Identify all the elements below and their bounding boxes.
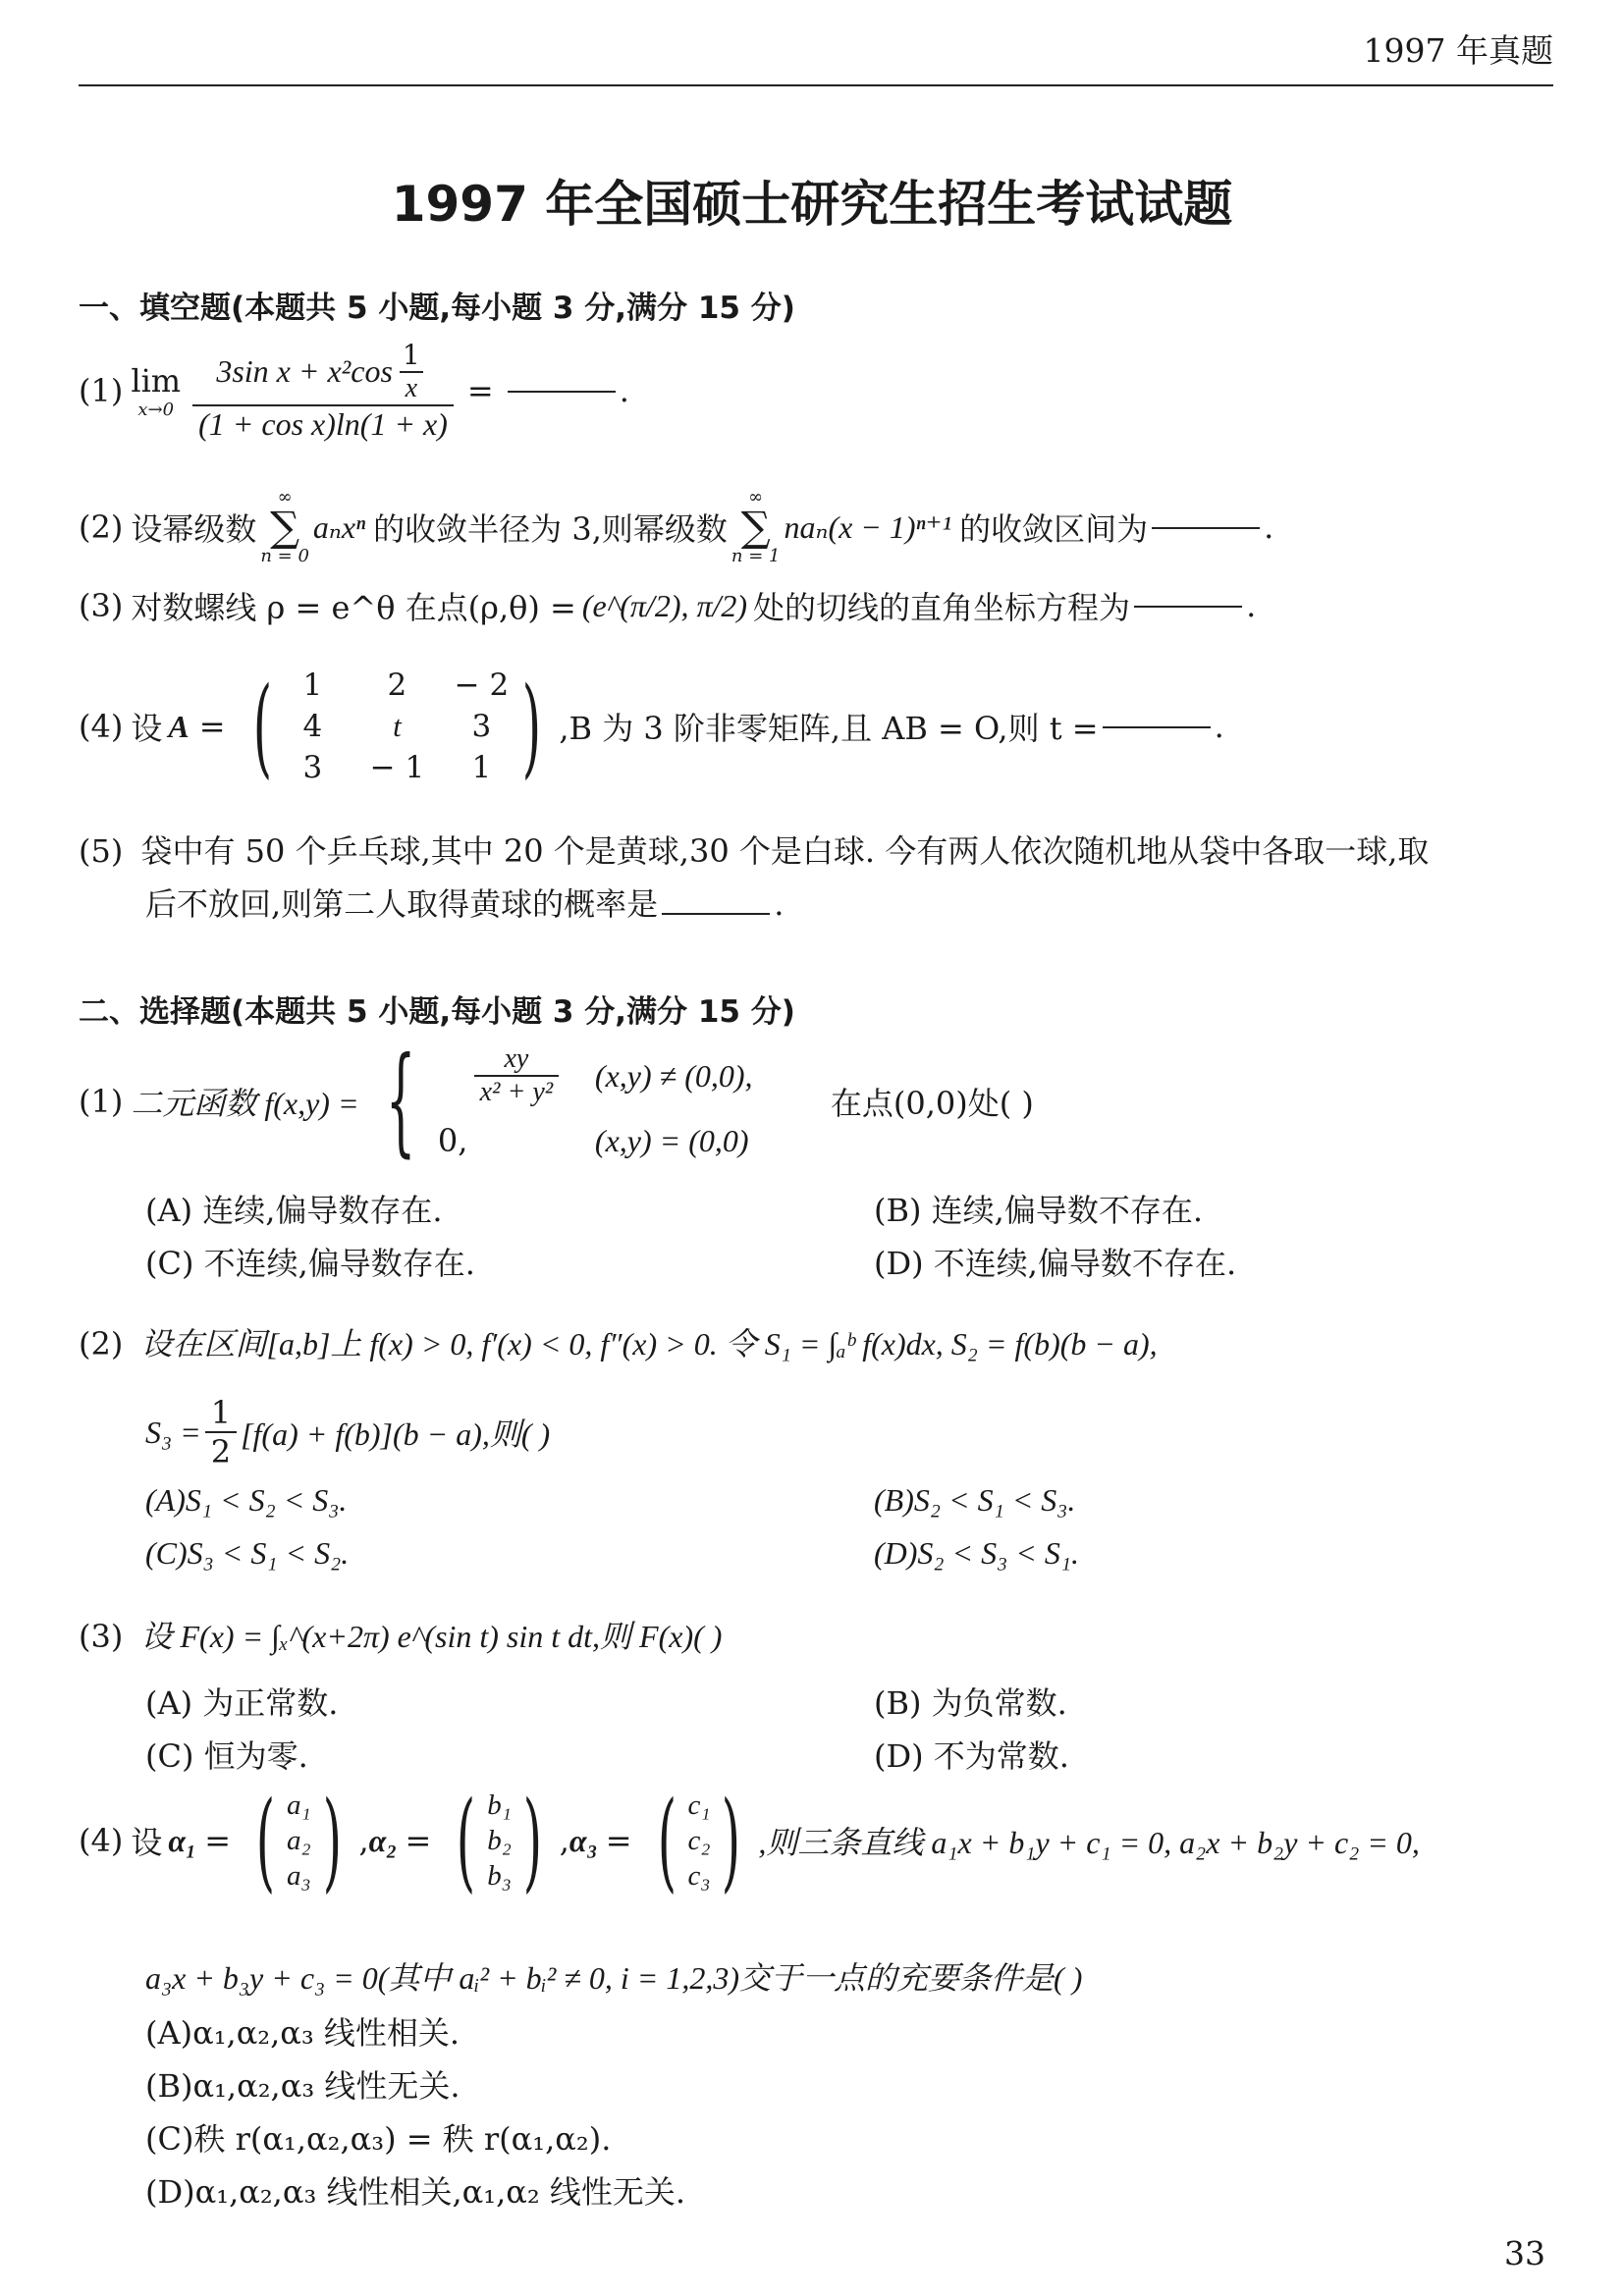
s2-q1-option-b: (B) 连续,偏导数不存在. [874,1192,1204,1229]
alpha1-symbol: α₁ [168,1822,197,1858]
s1-q2-label: (2) [79,508,124,546]
case-brace: { [385,1033,415,1169]
matrix-A-entry-r2c1: 4 [302,709,323,744]
s1-q3-point: (e^(π/2), π/2) [581,587,748,623]
s1-q1-denominator: (1 + cos x)ln(1 + x) [192,404,454,443]
inner-num: 1 [402,339,420,371]
vec3-entry-2: c₂ [687,1824,711,1856]
s2-q1 [79,1033,1034,1169]
lim-sub: x→0 [137,399,175,420]
running-title: 1997 年真题 [1363,31,1553,70]
s2-q1-option-d: (D) 不连续,偏导数不存在. [874,1245,1237,1282]
s1-q4-text-b: ,B 为 3 阶非零矩阵,且 AB = O,则 t = [559,710,1099,747]
matrix-A-entry-r3c2: − 1 [369,750,425,785]
s2-q1-text-b: 在点(0,0)处( ) [830,1085,1034,1122]
matrix-A-entry-r1c1: 1 [302,667,323,703]
vector-alpha2: ( b₁ b₂ b₃ ) [457,1778,542,1903]
lim-text: lim [131,361,182,400]
s1-q2-term1: aₙxⁿ [312,509,366,545]
vec2-entry-3: b₃ [487,1860,512,1893]
sum-sign-2: ∞ ∑ n = 1 [731,487,781,566]
case2-condition: (x,y) = (0,0) [594,1122,749,1158]
vec2-entry-2: b₂ [487,1824,512,1856]
s2-q3 [79,1612,722,1657]
s2-q4: (4) 设 α₁ = ( a₁ a₂ a₃ ) , α₂ = ( b₁ b₂ b₃ ) , α₃ = ( c₁ c₂ c₃ ) ,则三条直线 a₁x + b₁y + c₁ = 0, a₂x + b₂y + c₂ = 0, [79,1778,1420,1903]
s1-q1-inner-frac [397,339,426,404]
page-number: 33 [1504,2234,1545,2272]
matrix-A-entry-r3c1: 3 [302,750,323,785]
section2-heading: 二、选择题(本题共 5 小题,每小题 3 分,满分 15 分) [79,994,795,1030]
s2-q2-option-b: (B)S₂ < S₁ < S₃. [874,1482,1076,1518]
s2-q2-line1: 设在区间[a,b]上 f(x) > 0, f′(x) < 0, f″(x) > 0. 令 S₁ = ∫ₐᵇ f(x)dx, S₂ = f(b)(b − a), [140,1326,1158,1362]
matrix-A-entry-r2c2: t [393,709,402,743]
s2-q1-text-a: 二元函数 f(x,y) = [131,1086,359,1121]
s1-q2-term2: naₙ(x − 1)ⁿ⁺¹ [784,509,952,545]
matrix-A: ( 1 2 − 2 4 t 3 3 − 1 1 ) [252,664,542,789]
s1-q5-blank [662,912,770,915]
s1-q2: (2) 设幂级数 ∞ ∑ n = 0 aₙxⁿ 的收敛半径为 3,则幂级数 ∞ ∑ n = 1 naₙ(x − 1)ⁿ⁺¹ 的收敛区间为 . [79,487,1274,566]
s1-q1-blank [508,390,616,393]
inner-den: x [400,371,423,404]
vector-alpha3: ( c₁ c₂ c₃ ) [657,1778,741,1903]
s2-q3-option-b: (B) 为负常数. [874,1684,1067,1722]
s1-q5-line2-wrap: 后不放回,则第二人取得黄球的概率是 . [145,885,785,923]
s2-q4-line2: a₃x + b₃y + c₃ = 0(其中 aᵢ² + bᵢ² ≠ 0, i = 1,2,3)交于一点的充要条件是( ) [145,1960,1083,1996]
sum1-top: ∞ [277,487,293,507]
vector-alpha3-entries [688,1788,711,1895]
s2-q4-option-b: (B)α₁,α₂,α₃ 线性无关. [145,2067,460,2105]
s1-q5-line1: 袋中有 50 个乒乓球,其中 20 个是黄球,30 个是白球. 今有两人依次随机地从袋中各取一球,取 [140,832,1430,870]
s1-q1-label: (1) [79,372,124,409]
s2-q2-option-c: (C)S₃ < S₁ < S₂. [145,1535,350,1571]
s2-q2-s3: S₃ = [145,1414,201,1450]
s2-q1-option-c: (C) 不连续,偏导数存在. [145,1245,475,1282]
s2-q1-label: (1) [79,1083,124,1120]
page-title: 1997 年全国硕士研究生招生考试试题 [391,176,1233,233]
s2-q2 [79,1319,1158,1364]
s2-q4-text-b: ,则三条直线 a₁x + b₁y + c₁ = 0, a₂x + b₂y + c₂ = 0, [758,1825,1420,1860]
half-fraction [205,1394,237,1470]
vec3-entry-1: c₁ [687,1789,711,1821]
s1-q5 [79,827,1429,872]
sum2-bottom: n = 1 [731,546,781,566]
vec1-entry-3: a₃ [286,1860,311,1893]
case1-den: x² + y² [474,1075,560,1108]
vec3-entry-3: c₃ [687,1860,711,1893]
sum2-top: ∞ [748,487,764,507]
alpha3-symbol: α₃ [568,1822,598,1858]
vector-alpha1: ( a₁ a₂ a₃ ) [255,1778,342,1903]
vec2-entry-1: b₁ [487,1789,512,1821]
s1-q3-label: (3) [79,587,124,624]
s2-q2-label: (2) [79,1325,124,1362]
s1-q3-text-a: 对数螺线 ρ = e^θ 在点(ρ,θ) = [131,589,576,626]
vec1-entry-1: a₁ [286,1789,311,1821]
s2-q4-label: (4) [79,1822,124,1859]
s1-q3: (3) 对数螺线 ρ = e^θ 在点(ρ,θ) = (e^(π/2), π/2) 处的切线的直角坐标方程为 . [79,583,1256,628]
s1-q4-blank [1103,725,1211,728]
s1-q2-blank [1152,526,1260,529]
s1-q4-text-a: 设 [131,710,163,747]
s2-q4-text-a: 设 [131,1824,163,1861]
matrix-A-entry-r2c3: 3 [471,709,492,744]
s2-q3-text: 设 F(x) = ∫ₓ^(x+2π) e^(sin t) sin t dt,则 F(x)( ) [140,1619,723,1654]
s2-q3-option-c: (C) 恒为零. [145,1737,308,1775]
s1-q2-text-a: 设幂级数 [131,510,257,548]
matrix-A-entry-r3c3: 1 [471,750,492,785]
period: . [619,372,629,409]
s2-q4-option-a: (A)α₁,α₂,α₃ 线性相关. [145,2014,460,2052]
s1-q5-label: (5) [79,832,124,870]
s1-q1 [79,339,629,443]
s2-q3-label: (3) [79,1618,124,1655]
sum-sign-1: ∞ ∑ n = 0 [260,487,309,566]
matrix-A-symbol: A [168,708,189,744]
s2-q1-option-a: (A) 连续,偏导数存在. [145,1192,443,1229]
s1-q1-equals: = [466,372,494,409]
s1-q3-blank [1134,605,1242,608]
section1-heading: 一、填空题(本题共 5 小题,每小题 3 分,满分 15 分) [79,291,795,326]
sum1-bottom: n = 0 [260,546,309,566]
s1-q2-text-b: 的收敛半径为 3,则幂级数 [373,510,728,548]
half-den: 2 [205,1431,237,1470]
s1-q4-label: (4) [79,708,124,745]
case2-value: 0, [437,1122,468,1159]
s2-q2-line2 [145,1394,550,1470]
case1-num: xy [504,1043,529,1074]
s1-q1-fraction [192,339,454,443]
alpha2-symbol: α₂ [368,1822,398,1858]
s1-q3-text-b: 处的切线的直角坐标方程为 [753,589,1131,626]
s1-q2-text-c: 的收敛区间为 [959,510,1149,548]
s1-q5-line2: 后不放回,则第二人取得黄球的概率是 [145,885,659,923]
s2-q4-option-c: (C)秩 r(α₁,α₂,α₃) = 秩 r(α₁,α₂). [145,2120,612,2158]
matrix-A-entries [283,667,511,785]
vector-alpha2-entries [487,1788,512,1895]
piecewise-cases [438,1043,831,1159]
s1-q1-lim [131,362,181,420]
s1-q4: (4) 设 A = ( 1 2 − 2 4 t 3 3 − 1 1 ) ,B 为 3 阶非零矩阵,且 AB = O,则 t = . [79,664,1224,789]
half-num: 1 [210,1394,232,1431]
s2-q2-line2-b: [f(a) + f(b)](b − a),则( ) [241,1416,551,1452]
matrix-A-entry-r1c2: 2 [387,667,407,703]
s2-q2-option-d: (D)S₂ < S₃ < S₁. [874,1535,1079,1571]
s1-q1-numerator: 3sin x + x²cos [216,353,393,389]
header-rule [79,22,1553,86]
s2-q3-option-a: (A) 为正常数. [145,1684,339,1722]
s2-q4-option-d: (D)α₁,α₂,α₃ 线性相关,α₁,α₂ 线性无关. [145,2173,686,2211]
s2-q3-option-d: (D) 不为常数. [874,1737,1069,1775]
vector-alpha1-entries [287,1788,311,1895]
matrix-A-entry-r1c3: − 2 [454,667,510,703]
case1-condition: (x,y) ≠ (0,0), [594,1057,753,1094]
vec1-entry-2: a₂ [286,1824,311,1856]
case1-fraction [442,1043,591,1108]
s1-q4-equals: = [198,708,226,745]
s2-q2-option-a: (A)S₁ < S₂ < S₃. [145,1482,348,1518]
